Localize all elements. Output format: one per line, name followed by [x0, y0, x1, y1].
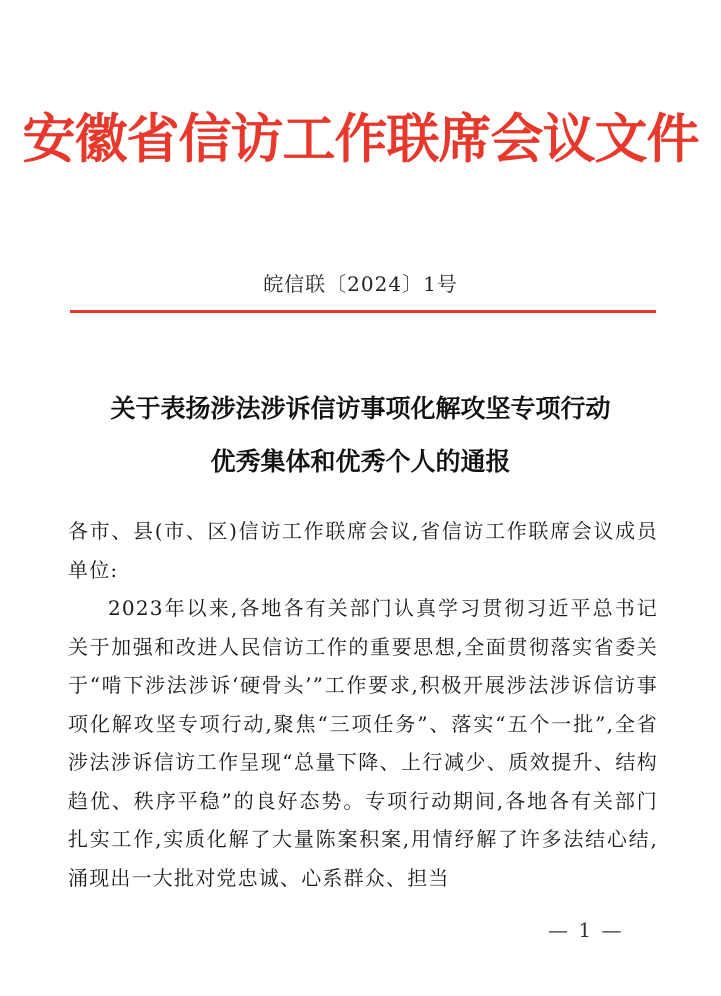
red-divider-line — [70, 310, 656, 313]
page-number: — 1 — — [548, 918, 624, 942]
document-number: 皖信联〔2024〕1号 — [263, 272, 458, 296]
document-body — [68, 512, 658, 897]
document-title — [0, 382, 721, 488]
salutation: 各市、县(市、区)信访工作联席会议,省信访工作联席会议成员单位: — [68, 519, 658, 582]
body-paragraph: 2023年以来,各地各有关部门认真学习贯彻习近平总书记关于加强和改进人民信访工作的重要思想,全面贯彻落实省委关于“啃下涉法涉诉‘硬骨头’”工作要求,积极开展涉法涉诉信访事项化解攻坚专项行动,聚焦“三项任务”、落实“五个一批”,全省涉法涉诉信访工作呈现“总量下降、上行减少、质效提升、结构趋优、秩序平稳”的良好态势。专项行动期间,各地各有关部门扎实工作,实质化解了大量陈案积案,用情纾解了许多法结心结,涌现出一大批对党忠诚、心系群众、担当 — [68, 596, 658, 890]
title-line-2: 优秀集体和优秀个人的通报 — [210, 447, 511, 476]
issuer-masthead: 安徽省信访工作联席会议文件 — [22, 109, 699, 170]
title-line-1: 关于表扬涉法涉诉信访事项化解攻坚专项行动 — [110, 394, 611, 423]
